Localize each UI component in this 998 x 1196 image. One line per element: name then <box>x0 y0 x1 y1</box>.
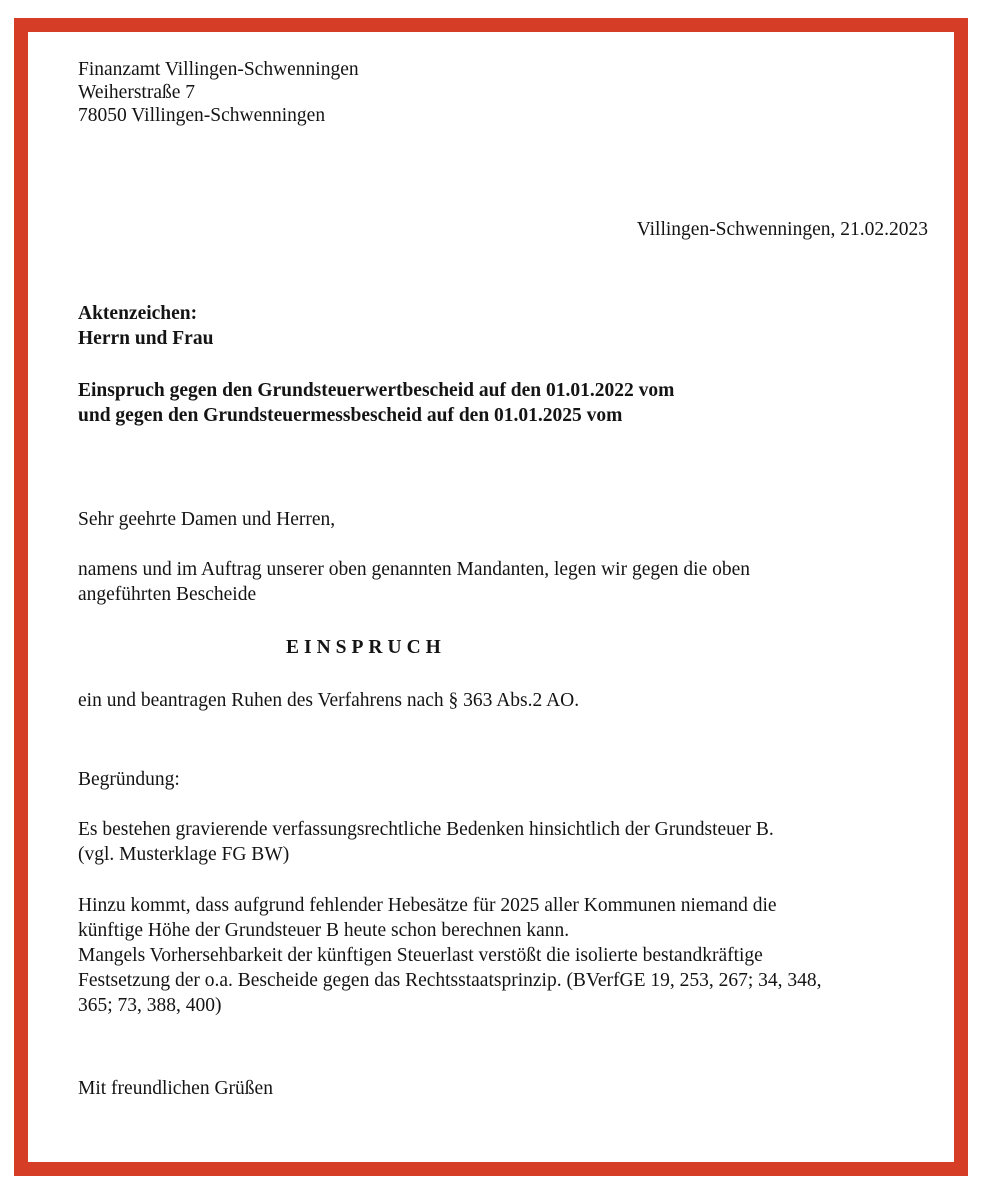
reason2-line-4: Festsetzung der o.a. Bescheide gegen das Rechtsstaatsprinzip. (BVerfGE 19, 253, 267; 34, 348, <box>78 970 822 991</box>
request-text: ein und beantragen Ruhen des Verfahrens nach § 363 Abs.2 AO. <box>78 690 580 711</box>
reason2-line-2: künftige Höhe der Grundsteuer B heute schon berechnen kann. <box>78 920 570 941</box>
intro-line-1: namens und im Auftrag unserer oben genannten Mandanten, legen wir gegen die oben <box>78 559 750 580</box>
reference-label: Aktenzeichen: <box>78 303 198 324</box>
reason2-line-1: Hinzu kommt, dass aufgrund fehlender Hebesätze für 2025 aller Kommunen niemand die <box>78 895 777 916</box>
reason1-line-2: (vgl. Musterklage FG BW) <box>78 844 290 865</box>
sender-name: Finanzamt Villingen-Schwenningen <box>78 59 359 80</box>
sender-city: 78050 Villingen-Schwenningen <box>78 105 326 126</box>
recipient-line: Herrn und Frau <box>78 328 214 349</box>
letter-page <box>28 32 954 1162</box>
closing: Mit freundlichen Grüßen <box>78 1078 273 1099</box>
salutation: Sehr geehrte Damen und Herren, <box>78 509 336 530</box>
reason-label: Begründung: <box>78 769 180 790</box>
reason1-line-1: Es bestehen gravierende verfassungsrechtliche Bedenken hinsichtlich der Grundsteuer B. <box>78 819 774 840</box>
document-frame <box>14 18 968 1176</box>
intro-line-2: angeführten Bescheide <box>78 584 257 605</box>
einspruch-heading: EINSPRUCH <box>286 637 446 658</box>
reason2-line-3: Mangels Vorhersehbarkeit der künftigen Steuerlast verstößt die isolierte bestandkräftige <box>78 945 763 966</box>
sender-street: Weiherstraße 7 <box>78 82 195 103</box>
place-date: Villingen-Schwenningen, 21.02.2023 <box>636 219 928 240</box>
subject-line-2: und gegen den Grundsteuermessbescheid auf den 01.01.2025 vom <box>78 405 623 426</box>
reason2-line-5: 365; 73, 388, 400) <box>78 995 222 1016</box>
subject-line-1: Einspruch gegen den Grundsteuerwertbescheid auf den 01.01.2022 vom <box>78 380 675 401</box>
